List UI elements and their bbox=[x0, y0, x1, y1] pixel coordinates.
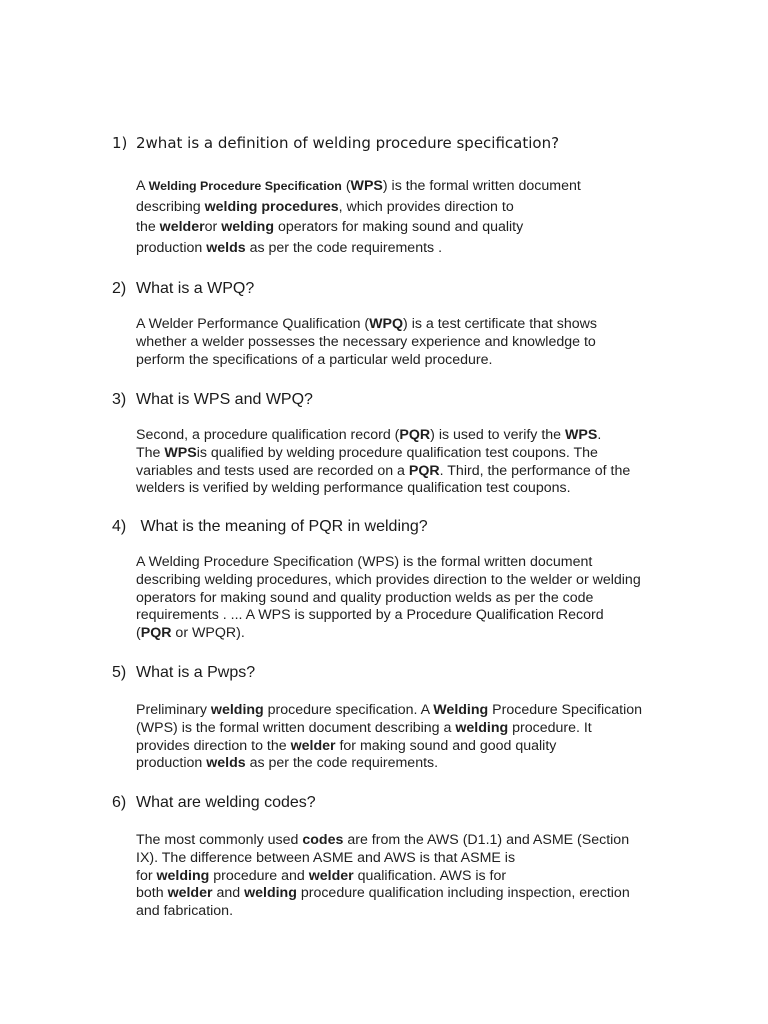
answer-line bbox=[136, 832, 686, 850]
answer-text: production bbox=[136, 755, 207, 772]
answer-text: or bbox=[204, 219, 222, 235]
answer-text: codes bbox=[302, 832, 344, 848]
answer-text: Second, a procedure qualification record ( bbox=[136, 427, 400, 443]
answer-text: WPS bbox=[164, 444, 197, 461]
answer-line bbox=[136, 427, 686, 445]
answer-line bbox=[136, 625, 686, 643]
answer-text: PQR bbox=[408, 462, 440, 479]
answer-text: procedure. It bbox=[508, 719, 592, 736]
question-number: 6) bbox=[112, 794, 127, 811]
answer-text: . bbox=[597, 427, 602, 443]
answer-text: welder bbox=[167, 885, 213, 902]
question-number: 1) bbox=[112, 134, 128, 152]
answer-line bbox=[136, 720, 686, 738]
answer-text: the bbox=[136, 219, 160, 235]
answer-text: or WPQR). bbox=[171, 625, 245, 642]
answer-line bbox=[136, 238, 686, 259]
answer-text: operators for making sound and quality bbox=[274, 219, 524, 235]
answer-text: and bbox=[212, 885, 245, 902]
answer-text: procedure qualification including inspection, erection bbox=[296, 885, 630, 902]
answer-line: welders is verified by welding performance qualification test coupons. bbox=[136, 480, 571, 497]
answer-line bbox=[136, 885, 686, 903]
answer-text: ) is the formal written document bbox=[382, 178, 581, 194]
answer-line bbox=[136, 197, 686, 218]
question-heading bbox=[112, 133, 559, 153]
answer-text: welds bbox=[206, 755, 246, 772]
answer-text: production bbox=[136, 239, 207, 256]
answer-text: ( bbox=[136, 625, 141, 642]
answer-text: Procedure Specification bbox=[488, 702, 643, 718]
answer-text: Preliminary bbox=[136, 702, 211, 718]
question-title: What is a WPQ? bbox=[136, 280, 255, 297]
answer-paragraph bbox=[136, 316, 686, 369]
answer-text: as per the code requirements . bbox=[245, 239, 443, 256]
answer-text: WPS bbox=[565, 427, 598, 443]
answer-text: welder bbox=[159, 219, 205, 235]
answer-text: welding bbox=[210, 702, 264, 718]
answer-text: is qualified by welding procedure qualification test coupons. The bbox=[196, 444, 598, 461]
answer-text: welding bbox=[221, 219, 274, 235]
answer-text: provides direction to the bbox=[136, 737, 291, 754]
answer-line bbox=[136, 463, 686, 481]
answer-line: A Welding Procedure Specification (WPS) is the formal written document bbox=[136, 554, 593, 570]
answer-text: as per the code requirements. bbox=[245, 755, 439, 772]
answer-text: WPS bbox=[350, 178, 383, 194]
answer-paragraph bbox=[136, 176, 686, 258]
answer-line bbox=[136, 738, 686, 756]
question-number: 5) bbox=[112, 664, 127, 681]
answer-line: operators for making sound and quality production welds as per the code bbox=[136, 589, 594, 606]
question-number: 4) bbox=[112, 518, 127, 535]
answer-text: The bbox=[136, 444, 165, 461]
answer-text: , which provides direction to bbox=[338, 198, 514, 215]
answer-text: ( bbox=[341, 178, 351, 194]
answer-text: welding procedures bbox=[204, 198, 339, 215]
answer-text: PQR bbox=[140, 625, 172, 642]
question-title: 2what is a definition of welding procedure specification? bbox=[136, 134, 560, 152]
answer-text: A bbox=[136, 178, 149, 194]
answer-text: A Welder Performance Qualification ( bbox=[136, 316, 370, 332]
answer-text: describing bbox=[136, 198, 205, 215]
question-title: What is the meaning of PQR in welding? bbox=[136, 518, 428, 535]
question-number: 3) bbox=[112, 391, 127, 408]
answer-line bbox=[136, 755, 686, 773]
answer-line: and fabrication. bbox=[136, 903, 234, 920]
answer-text: The most commonly used bbox=[136, 832, 303, 848]
answer-line: perform the specifications of a particular weld procedure. bbox=[136, 351, 493, 368]
answer-text: welding bbox=[244, 885, 297, 902]
answer-line: describing welding procedures, which provides direction to the welder or welding bbox=[136, 571, 641, 588]
answer-text: welder bbox=[290, 737, 336, 754]
answer-text: welding bbox=[156, 867, 210, 884]
answer-text: procedure specification. A bbox=[263, 702, 434, 718]
answer-text: for making sound and good quality bbox=[335, 737, 557, 754]
question-heading bbox=[112, 663, 255, 683]
answer-text: . Third, the performance of the bbox=[439, 462, 631, 479]
answer-line bbox=[136, 217, 686, 238]
answer-text: ) is a test certificate that shows bbox=[403, 316, 598, 332]
answer-text: for bbox=[136, 867, 157, 884]
answer-text: WPQ bbox=[369, 316, 404, 332]
answer-text: (WPS) is the formal written document describing a bbox=[136, 719, 456, 736]
answer-line bbox=[136, 445, 686, 463]
answer-text: are from the AWS (D1.1) and ASME (Section bbox=[343, 832, 630, 848]
answer-paragraph bbox=[136, 702, 686, 773]
answer-line bbox=[136, 176, 686, 197]
question-heading bbox=[112, 517, 428, 537]
question-heading bbox=[112, 390, 313, 410]
answer-paragraph bbox=[136, 427, 686, 498]
answer-line bbox=[136, 702, 686, 720]
question-number: 2) bbox=[112, 280, 127, 297]
answer-line bbox=[136, 316, 686, 334]
answer-text: welds bbox=[206, 239, 246, 256]
answer-text: ) is used to verify the bbox=[430, 427, 566, 443]
question-title: What is WPS and WPQ? bbox=[136, 391, 313, 408]
answer-paragraph bbox=[136, 832, 686, 921]
answer-text: welding bbox=[455, 719, 509, 736]
answer-text: Welding bbox=[433, 702, 489, 718]
answer-text: welder bbox=[308, 867, 354, 884]
answer-line: requirements . ... A WPS is supported by a Procedure Qualification Record bbox=[136, 607, 604, 624]
question-title: What are welding codes? bbox=[136, 794, 316, 811]
answer-line: IX). The difference between ASME and AWS is that ASME is bbox=[136, 849, 516, 866]
question-heading bbox=[112, 793, 316, 813]
answer-text: Welding Procedure Specification bbox=[148, 179, 342, 193]
answer-text: procedure and bbox=[209, 867, 309, 884]
answer-line bbox=[136, 868, 686, 886]
answer-paragraph bbox=[136, 554, 686, 643]
answer-text: qualification. AWS is for bbox=[353, 867, 507, 884]
answer-text: variables and tests used are recorded on a bbox=[136, 462, 409, 479]
answer-line: whether a welder possesses the necessary experience and knowledge to bbox=[136, 333, 596, 350]
answer-text: PQR bbox=[399, 427, 431, 443]
question-title: What is a Pwps? bbox=[136, 664, 256, 681]
question-heading bbox=[112, 279, 254, 299]
answer-text: both bbox=[136, 885, 168, 902]
